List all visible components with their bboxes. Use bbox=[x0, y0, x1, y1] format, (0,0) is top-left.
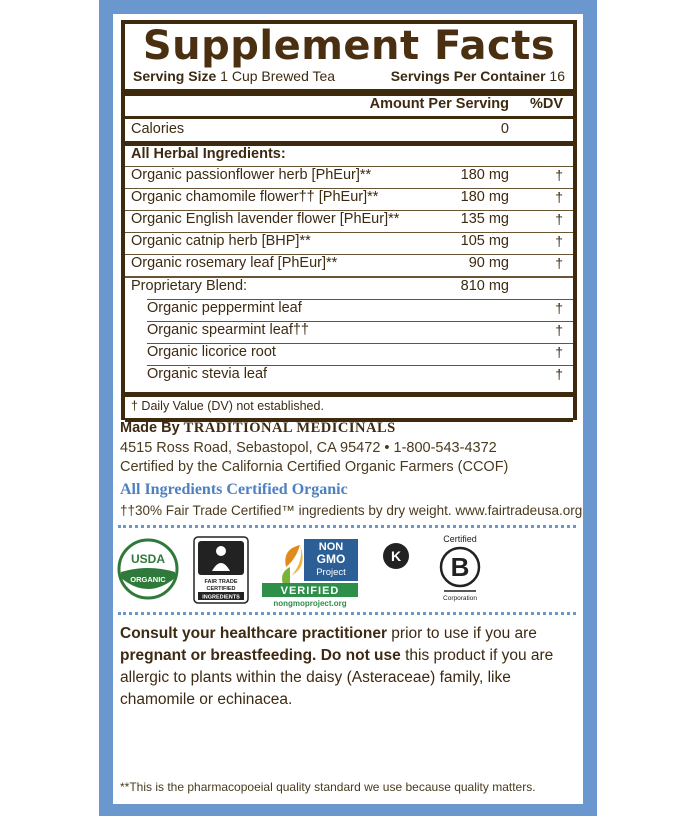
amount-header: Amount Per Serving bbox=[369, 96, 509, 112]
nongmo-url: nongmoproject.org bbox=[273, 599, 347, 608]
fairtrade-line3: INGREDIENTS bbox=[202, 594, 240, 601]
thick-rule bbox=[125, 89, 573, 96]
brand-name: TRADITIONAL MEDICINALS bbox=[183, 420, 396, 436]
ingredient-name: Organic passionflower herb [PhEur]** bbox=[131, 167, 372, 183]
supplement-facts-box bbox=[121, 20, 577, 420]
ingredient-name: Organic rosemary leaf [PhEur]** bbox=[131, 255, 338, 271]
medium-rule bbox=[125, 116, 573, 119]
usda-organic-icon bbox=[117, 538, 179, 600]
blend-item-name: Organic spearmint leaf†† bbox=[147, 322, 309, 338]
health-warning bbox=[120, 623, 580, 711]
servings-per-container: Servings Per Container 16 bbox=[390, 68, 565, 84]
facts-title: Supplement Facts bbox=[142, 23, 556, 69]
organic-text: ORGANIC bbox=[130, 575, 166, 584]
warning-text-2: this product if you are allergic to plants within the daisy (Asteraceae) family, like chamomile or echinacea. bbox=[120, 647, 554, 708]
blend-amount: 810 mg bbox=[460, 278, 509, 294]
dv-dagger: † bbox=[555, 300, 563, 316]
dv-dagger: † bbox=[555, 167, 563, 183]
fair-trade-note: ††30% Fair Trade Certified™ ingredients by dry weight. www.fairtradeusa.org bbox=[120, 503, 583, 518]
bcorp-certified-text: Certified bbox=[443, 534, 477, 544]
made-by: Made By TRADITIONAL MEDICINALS bbox=[120, 420, 396, 436]
pharmacopoeia-footnote: **This is the pharmacopoeial quality standard we use because quality matters. bbox=[120, 780, 536, 794]
usda-text: USDA bbox=[130, 552, 166, 566]
ingredient-amount: 180 mg bbox=[460, 167, 509, 183]
calories-label: Calories bbox=[131, 121, 185, 137]
ingredient-amount: 90 mg bbox=[468, 255, 509, 271]
ingredient-name: Organic English lavender flower [PhEur]** bbox=[131, 211, 400, 227]
fairtrade-line2: CERTIFIED bbox=[206, 586, 236, 592]
herbal-header: All Herbal Ingredients: bbox=[131, 146, 286, 162]
warning-text-1: prior to use if you are bbox=[387, 625, 537, 642]
dv-dagger: † bbox=[555, 189, 563, 205]
bcorp-corporation-text: Corporation bbox=[443, 595, 477, 602]
dv-dagger: † bbox=[555, 322, 563, 338]
non-text: NON bbox=[318, 541, 344, 553]
gmo-text: GMO bbox=[316, 552, 346, 566]
dv-note: † Daily Value (DV) not established. bbox=[131, 399, 324, 413]
dotted-divider-bottom bbox=[118, 612, 576, 615]
blend-label: Proprietary Blend: bbox=[131, 278, 248, 294]
all-organic-heading: All Ingredients Certified Organic bbox=[120, 481, 348, 498]
warning-pregnant: pregnant or breastfeeding. bbox=[120, 647, 317, 664]
blend-item-name: Organic peppermint leaf bbox=[147, 300, 302, 316]
address: 4515 Ross Road, Sebastopol, CA 95472 • 1-800-543-4372 bbox=[120, 440, 497, 456]
calories-value: 0 bbox=[500, 121, 509, 137]
ingredient-amount: 135 mg bbox=[460, 211, 509, 227]
kosher-icon bbox=[381, 541, 411, 571]
ingredient-name: Organic chamomile flower†† [PhEur]** bbox=[131, 189, 379, 205]
fairtrade-line1: FAIR TRADE bbox=[204, 579, 238, 585]
ingredient-amount: 105 mg bbox=[460, 233, 509, 249]
ingredient-amount: 180 mg bbox=[460, 189, 509, 205]
dv-dagger: † bbox=[555, 233, 563, 249]
bottom-rule bbox=[125, 392, 573, 397]
bcorp-letter: B bbox=[450, 552, 470, 582]
warning-consult: Consult your healthcare practitioner bbox=[120, 625, 387, 642]
ingredient-name: Organic catnip herb [BHP]** bbox=[131, 233, 311, 249]
warning-do-not-use: Do not use bbox=[320, 647, 401, 664]
row-divider bbox=[125, 277, 573, 278]
dv-dagger: † bbox=[555, 211, 563, 227]
blend-item-name: Organic stevia leaf bbox=[147, 366, 268, 382]
dv-dagger: † bbox=[555, 255, 563, 271]
serving-size: Serving Size 1 Cup Brewed Tea bbox=[133, 68, 336, 84]
dv-dagger: † bbox=[555, 366, 563, 382]
non-gmo-project-icon bbox=[260, 537, 360, 609]
blend-item-name: Organic licorice root bbox=[147, 344, 276, 360]
fair-trade-certified-icon bbox=[192, 535, 250, 605]
serving-row bbox=[133, 68, 565, 84]
kosher-letter: K bbox=[390, 548, 402, 564]
verified-text: VERIFIED bbox=[280, 585, 340, 597]
project-text: Project bbox=[316, 567, 346, 578]
dv-dagger: † bbox=[555, 344, 563, 360]
dotted-divider-top bbox=[118, 525, 576, 528]
b-corporation-icon bbox=[430, 532, 490, 604]
certification-text: Certified by the California Certified Organic Farmers (CCOF) bbox=[120, 459, 509, 475]
dv-header: %DV bbox=[529, 96, 563, 112]
